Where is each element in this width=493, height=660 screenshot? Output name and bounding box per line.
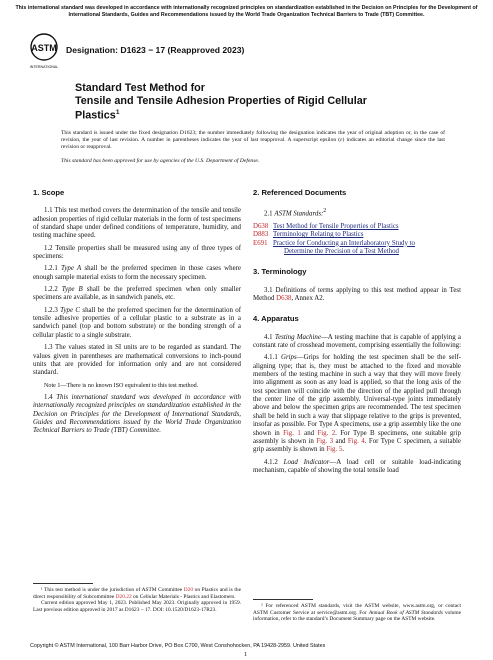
- right-column: [253, 189, 461, 479]
- approved-note: This standard has been approved for use by agencies of the U.S. Department of Defense.: [61, 158, 260, 164]
- footnote-2: ² For referenced ASTM standards, visit the ASTM website, www.astm.org, or contact ASTM Customer Service at service@astm.org. For Annual Book of ASTM Standards volume information, refer to the standard’s Document Summary page on the ASTM website.: [253, 603, 461, 622]
- designation: Designation: D1623 − 17 (Reapproved 2023): [66, 45, 245, 55]
- committee-link[interactable]: D20: [183, 587, 194, 593]
- fig-5-link[interactable]: Fig. 5: [326, 446, 343, 454]
- paragraph-4-1-2: 4.1.2 Load Indicator—A load cell or suitable load-indicating mechanism, capable of showing the total tensile load: [253, 458, 461, 474]
- footnote-ref[interactable]: 1: [115, 109, 120, 117]
- d638-link[interactable]: D638: [276, 295, 292, 303]
- issued-note: This standard is issued under the fixed designation D1623; the number immediately following the designation indicates the year of original adoption or, in the case of revision, the year of last revision. A number in parentheses indicates the year of last reapproval. A superscript epsilon (ε) indicates an editorial change since the last revision or reapproval.: [61, 130, 445, 150]
- subcommittee-link[interactable]: D20.22: [115, 593, 132, 600]
- paragraph-1-4: 1.4 This international standard was developed in accordance with internationally recognized principles on standardization established in the Decision on Principles for the Development of International Standards, Guides and Recommendations issued by the World Trade Organization Technical Barriers to Trade (TBT) Committee.: [33, 393, 241, 435]
- document-title: [75, 82, 435, 122]
- section-heading-referenced-documents: 2. Referenced Documents: [253, 188, 347, 197]
- paragraph-4-1: 4.1 Testing Machine—A testing machine that is capable of applying a constant rate of crosshead movement, comprising essentially the following:: [253, 333, 462, 350]
- paragraph-1-2-2: 1.2.2 Type B shall be the preferred specimen when only smaller specimens are available, as in sandwich panels, etc.: [33, 286, 241, 302]
- svg-text:ASTM: ASTM: [31, 43, 57, 53]
- fig-1-link[interactable]: Fig. 1: [283, 429, 301, 437]
- astm-logo: [29, 33, 59, 73]
- svg-text:INTERNATIONAL: INTERNATIONAL: [29, 65, 59, 69]
- paragraph-2-1: 2.1 ASTM Standards:$^2$: [264, 208, 327, 218]
- left-column: [33, 189, 241, 440]
- reference-list: [253, 223, 461, 256]
- footnote-1: ¹ This test method is under the jurisdiction of ASTM Committee D20 on Plastics and is the direct responsibility of Subcommittee D20.22 on Cellular Materials - Plastics and Elastomers. Current edition approved May 1, 2023. Published May 2023. Originally approved in 1959. Last previous edition approved in 2017 as D1623 – 17. DOI: 10.1520/D1623-17R23.: [33, 587, 241, 613]
- paragraph-3-1: 3.1 Definitions of terms applying to this test method appear in Test Method D638, Annex A2.: [253, 286, 461, 303]
- paragraph-1-2: 1.2 Tensile properties shall be measured using any of three types of specimens:: [33, 244, 241, 261]
- top-notice: This international standard was developed in accordance with internationally recognized principles on standardization established in the Decision on Principles for the Development of International Standards, Guides and Recommendations issued by the World Trade Organization Technical Barriers to Trade (TBT) Committee.: [15, 5, 478, 18]
- note-1: Note 1—There is no known ISO equivalent to this test method.: [44, 382, 199, 389]
- reference-item[interactable]: D883 Terminology Relating to Plastics: [253, 231, 364, 239]
- paragraph-1-2-3: 1.2.3 Type C shall be the preferred specimen for the determination of tensile adhesive properties of a cellular plastic to a substrate as in a sandwich panel (top and bottom substrate) or the bonding strength of a cellular plastic to a single substrate.: [33, 306, 241, 339]
- fig-4-link[interactable]: Fig. 4: [347, 437, 365, 445]
- fig-3-link[interactable]: Fig. 3: [316, 437, 334, 445]
- section-heading-terminology: 3. Terminology: [253, 267, 307, 277]
- paragraph-1-2-1: 1.2.1 Type A shall be the preferred specimen in those cases where enough sample material exists to form the necessary specimen.: [33, 265, 241, 281]
- title-line: Plastics$^1$: [75, 109, 120, 122]
- reference-item[interactable]: D638 Test Method for Tensile Properties of Plastics: [253, 222, 399, 230]
- reference-item[interactable]: E691 Practice for Conducting an Interlaboratory Study to: [253, 239, 415, 247]
- fig-2-link[interactable]: Fig. 2: [317, 429, 336, 437]
- copyright-footer: Copyright © ASTM International, 100 Barr Harbor Drive, PO Box C700, West Conshohocken, PA 19428-2959. United States: [30, 643, 326, 649]
- title-line: Standard Test Method for: [75, 82, 205, 94]
- reference-item-continuation[interactable]: Determine the Precision of a Test Method: [284, 248, 399, 256]
- paragraph-1-1: 1.1 This test method covers the determination of the tensile and tensile adhesion properties of rigid cellular materials in the form of test specimens of standard shape under defined conditions of temperature, humidity, and testing machine speed.: [33, 207, 241, 240]
- section-heading-apparatus: 4. Apparatus: [253, 314, 299, 324]
- paragraph-4-1-1: 4.1.1 Grips—Grips for holding the test specimen shall be the self-aligning type; that is, they must be attached to the fixed and movable members of the testing machine in such a way that they will move freely into alignment as soon as any load is applied, so that the long axis of the test specimen will coincide with the direction of the applied pull through the center line of the grip assembly. Universal-type joints immediately above and below the specimen grips are recommended. The test specimen shall be held in such a way that slippage relative to the grips is prevented, insofar as possible. For Type A specimens, use a grip assembly like the one shown in Fig. 1 and Fig. 2. For Type B specimens, one suitable grip assembly is shown in Fig. 3 and Fig. 4. For Type C specimen, a suitable grip assembly is shown in Fig. 5.: [253, 354, 461, 454]
- footnote-rule: [33, 583, 93, 584]
- section-heading-scope: 1. Scope: [33, 188, 65, 197]
- paragraph-1-3: 1.3 The values stated in SI units are to be regarded as standard. The values given in parentheses are mathematical conversions to inch-pound units that are provided for information only and are not considered standard.: [33, 344, 241, 377]
- page-number: 1: [244, 651, 248, 658]
- title-line: Tensile and Tensile Adhesion Properties of Rigid Cellular: [75, 94, 367, 107]
- footnote-rule: [253, 599, 313, 600]
